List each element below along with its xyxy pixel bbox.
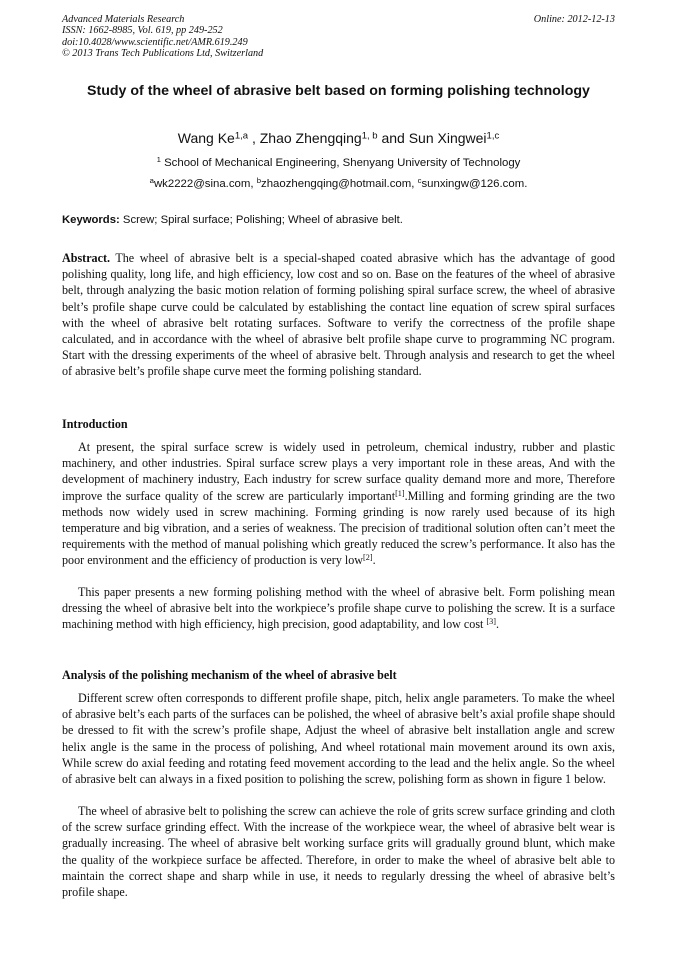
author-name: Zhao Zhengqing xyxy=(259,130,362,146)
intro-text: . xyxy=(372,553,376,568)
affiliation-sup: 1 xyxy=(156,155,161,165)
keywords-label: Keywords: xyxy=(62,214,120,226)
email-sup: a xyxy=(149,176,154,186)
keywords xyxy=(62,214,615,226)
email: wk2222@sina.com, xyxy=(153,178,257,190)
citation-ref: [3] xyxy=(486,617,497,627)
issn-line: ISSN: 1662-8985, Vol. 619, pp 249-252 xyxy=(62,25,223,37)
abstract-label: Abstract. xyxy=(62,251,111,265)
author-name: Wang Ke xyxy=(177,130,235,146)
paper-title: Study of the wheel of abrasive belt based on forming polishing technology xyxy=(87,83,590,99)
online-date: Online: 2012-12-13 xyxy=(533,14,615,25)
email: zhaozhengqing@hotmail.com, xyxy=(261,178,418,190)
journal-header xyxy=(62,14,263,60)
analysis-paragraph-1: Different screw often corresponds to different profile shape, pitch, helix angle parameters. To make the wheel of abrasive belt’s each parts of the surfaces can be polished, the wheel of abrasive belt’s axial profile shape should be dressed to fit with the screw’s profile shape, Adjust the wheel of abrasive belt installation angle and screw helix angle is the same in the process of polishing, And wheel rotational main movement around its own axis, While screw do axial feeding and rotating feed movement according to the lead and the helix angle. So the wheel of abrasive belt can always in a fixed position to polishing the screw, polishing form as shown in figure 1 below. xyxy=(62,691,615,787)
author-affil-sup: 1,c xyxy=(486,130,500,142)
analysis-paragraph-2: The wheel of abrasive belt to polishing the screw can achieve the role of grits screw surface grinding and cloth of the screw surface grinding effect. With the increase of the workpiece wear, the wheel of abrasive belt wear is gradually increasing. The wheel of abrasive belt working surface grits will gradually ground blunt, which make the quality of the workpiece surface be affected. Therefore, in order to make the wheel of abrasive belt able to maintain the correct shape and sharp while in use, it needs to regularly dressing the wheel of abrasive belt’s profile shape. xyxy=(62,804,615,900)
author-affil-sup: 1,a xyxy=(234,130,249,142)
intro-text: This paper presents a new forming polishing method with the wheel of abrasive belt. Form polishing mean dressing the wheel of abrasive belt into the workpiece’s profile shape curve to polishing the screw. It is a surface machining method with high efficiency, high precision, good adaptability, and low cost xyxy=(62,585,615,632)
abstract xyxy=(62,250,615,380)
intro-paragraph-1 xyxy=(62,439,615,569)
author-list xyxy=(62,130,615,146)
affiliation-text: School of Mechanical Engineering, Shenyang University of Technology xyxy=(160,157,521,169)
email-sup: c xyxy=(417,176,422,186)
intro-text: At present, the spiral surface screw is widely used in petroleum, chemical industry, rubber and plastic machinery, and other industries. Spiral surface screw plays a very important role in these areas, And with the development of machinery industry, Each industry for screw surface quality demand more and more, Therefore improve the surface quality of the screw are particularly important xyxy=(62,440,615,503)
email-list xyxy=(62,178,615,190)
copyright-line: © 2013 Trans Tech Publications Ltd, Switzerland xyxy=(62,48,264,60)
abstract-text: The wheel of abrasive belt is a special-shaped coated abrasive which has the advantage of good polishing quality, long life, and high efficiency, low cost and so on. Base on the features of the wheel of abrasive belt, through analyzing the basic motion relation of forming polishing spiral surface screw, the wheel of abrasive belt’s profile shape curve could be calculated by establishing the contact line equation of screw spiral surfaces with the wheel of abrasive belt rotating surfaces. Software to verify the correctness of the profile shape calculated, and in accordance with the wheel of abrasive belt profile shape curve to programming NC program. Start with the dressing experiments of the wheel of abrasive belt. Through analysis and research to get the wheel of abrasive belt’s profile shape curve meet the forming polishing standard. xyxy=(62,251,615,379)
section-heading-introduction: Introduction xyxy=(62,417,128,431)
citation-ref: [2] xyxy=(363,553,373,563)
doi-line: doi:10.4028/www.scientific.net/AMR.619.249 xyxy=(62,36,248,48)
section-heading-analysis: Analysis of the polishing mechanism of the wheel of abrasive belt xyxy=(62,668,397,682)
email-sup: b xyxy=(256,176,261,186)
journal-name: Advanced Materials Research xyxy=(62,14,185,25)
affiliation xyxy=(62,157,615,169)
author-affil-sup: 1, b xyxy=(361,130,378,142)
email: sunxingw@126.com. xyxy=(421,178,528,190)
author-name: Sun Xingwei xyxy=(408,130,487,146)
citation-ref: [1] xyxy=(395,488,405,498)
intro-text: .Milling and forming grinding are the two methods now widely used in screw machining. Forming grinding is now rarely used because of its high temperature and big vibration, and a series of weakness. The precision of traditional solution often can’t meet the requirements with the method of manual polishing which greatly reduced the screw’s performance. It also has the poor environment and the efficiency of production is very low xyxy=(62,488,615,568)
keywords-text: Screw; Spiral surface; Polishing; Wheel of abrasive belt. xyxy=(119,214,403,226)
intro-text: . xyxy=(496,617,500,632)
author-separator: and xyxy=(377,130,409,146)
author-separator: , xyxy=(248,130,260,146)
intro-paragraph-2 xyxy=(62,584,615,633)
